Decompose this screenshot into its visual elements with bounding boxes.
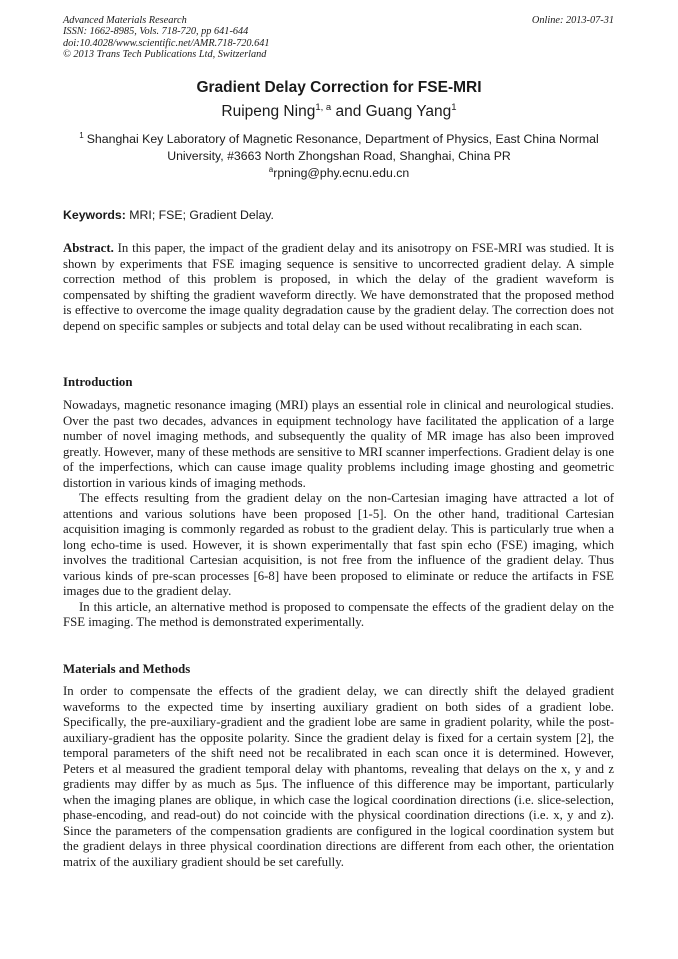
abstract-label: Abstract. [63, 241, 114, 255]
email-address: rpning@phy.ecnu.edu.cn [273, 166, 410, 180]
issn-line: ISSN: 1662-8985, Vols. 718-720, pp 641-644 [63, 26, 249, 38]
affiliation-mark: 1 [79, 131, 84, 140]
introduction-heading: Introduction [63, 375, 133, 389]
intro-paragraph-2: The effects resulting from the gradient delay on the non-Cartesian imaging have attracted a lot of attentions and various solutions have been proposed [1-5]. On the other hand, traditional Cartesian acquisition imaging is commonly regarded as robust to the gradient delay. This is particularly true when a long echo-time is used. However, it is shown experimentally that fast spin echo (FSE) imaging, which involves the traditional Cartesian acquisition, is not free from the influence of the gradient delay. Thus various kinds of pre-scan processes [6-8] have been proposed to eliminate or reduce the artifacts in FSE images due to the gradient delay. [63, 491, 614, 598]
journal-header [63, 15, 270, 60]
author-1-affiliation-mark: 1, a [315, 102, 332, 113]
email-mark: a [268, 165, 274, 174]
author-conjunction: and [331, 103, 366, 120]
affiliation [70, 131, 608, 164]
email-line [0, 166, 678, 180]
author-1: Ruipeng Ning [221, 103, 316, 120]
abstract-text: In this paper, the impact of the gradient delay and its anisotropy on FSE-MRI was studied. It is shown by experiments that FSE imaging sequence is sensitive to uncorrected gradient delay. A simple correction method of this problem is proposed, in which the delay of the gradient waveform is compensated by shifting the gradient waveform directly. We have demonstrated that the proposed method is effective to overcome the image quality degradation cause by the gradient delay. The correction does not depend on specific samples or subjects and total delay can be used without recalibrating in each scan. [63, 241, 614, 333]
author-2-affiliation-mark: 1 [451, 102, 457, 113]
author-line [0, 103, 678, 121]
paper-title: Gradient Delay Correction for FSE-MRI [196, 79, 482, 96]
affiliation-text: Shanghai Key Laboratory of Magnetic Resonance, Department of Physics, East China Normal University, #3663 North Zhongshan Road, Shanghai, China PR [86, 132, 599, 163]
abstract [63, 241, 614, 334]
copyright-line: © 2013 Trans Tech Publications Ltd, Switzerland [63, 48, 267, 60]
intro-paragraph-3: In this article, an alternative method is proposed to compensate the effects of the gradient delay on the FSE imaging. The method is demonstrated experimentally. [63, 599, 614, 629]
methods-paragraph-1: In order to compensate the effects of the gradient delay, we can directly shift the delayed gradient waveforms to the expected time by inserting auxiliary gradient on both sides of a gradient lobe. Specifically, the pre-auxiliary-gradient and the gradient lobe are same in gradient polarity, while the post-auxiliary-gradient has the opposite polarity. Since the gradient delay is fixed for a certain system [2], the temporal parameters of the shift need not be recalibrated in each scan once it is determined. However, Peters et al measured the gradient temporal delay with phantoms, revealing that delays on the x, y and z gradients may differ by as much as 5μs. The influence of this difference may be important, particularly when the imaging planes are oblique, in which case the logical coordination directions (i.e. slice-selection, phase-encoding, and read-out) do not coincide with the physical coordination directions (i.e. x, y and z). Since the parameters of the compensation gradients are configured in the logical coordination system but the gradient delays in three physical coordination directions are different from each other, the orientation matrix of the auxiliary gradient should be set carefully. [63, 684, 614, 869]
methods-heading: Materials and Methods [63, 662, 191, 676]
author-2: Guang Yang [365, 103, 452, 120]
journal-name: Advanced Materials Research [63, 15, 187, 26]
introduction-body [63, 398, 614, 631]
intro-paragraph-1: Nowadays, magnetic resonance imaging (MRI) plays an essential role in clinical and neurological studies. Over the past two decades, advances in equipment technology have facilitated the application of a large number of novel imaging methods, and subsequently the quality of MR image has also been improved greatly. However, many of these methods are sensitive to MRI scanner imperfections. Gradient delay is one of the imperfections, which can cause image quality problems including image ghosting and geometric distortion in various kinds of imaging methods. [63, 398, 614, 490]
keywords-label: Keywords: [63, 208, 126, 222]
doi-line: doi:10.4028/www.scientific.net/AMR.718-720.641 [63, 37, 270, 49]
online-date: Online: 2013-07-31 [531, 15, 614, 26]
keywords [63, 208, 274, 222]
keywords-text: MRI; FSE; Gradient Delay. [125, 208, 274, 222]
